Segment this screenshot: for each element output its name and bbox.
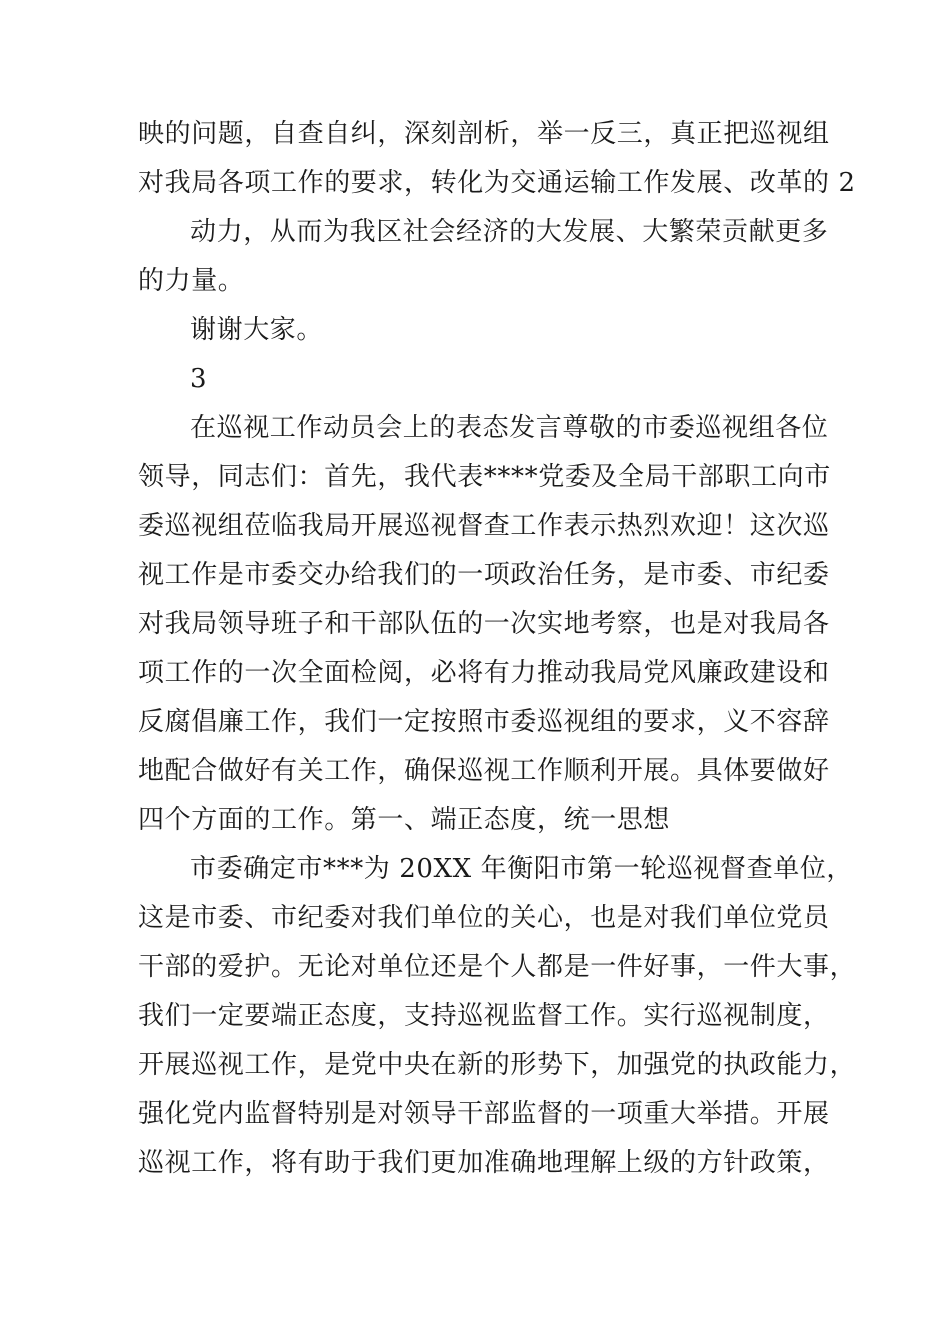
text-line-19: 我们一定要端正态度，支持巡视监督工作。实行巡视制度， [138,1001,830,1031]
text-line-2: 对我局各项工作的要求，转化为交通运输工作发展、改革的 2 [138,168,856,198]
document-page [138,110,857,1188]
text-line-21: 强化党内监督特别是对领导干部监督的一项重大举措。开展 [138,1099,830,1129]
text-line-3: 动力，从而为我区社会经济的大发展、大繁荣贡献更多 [190,217,829,247]
text-line-17: 这是市委、市纪委对我们单位的关心，也是对我们单位党员 [138,903,830,933]
text-line-14: 地配合做好有关工作，确保巡视工作顺利开展。具体要做好 [138,756,830,786]
text-line-16: 市委确定市***为 20XX 年衡阳市第一轮巡视督查单位， [190,854,854,884]
text-line-20: 开展巡视工作，是党中央在新的形势下，加强党的执政能力， [138,1050,857,1080]
text-line-11: 对我局领导班子和干部队伍的一次实地考察，也是对我局各 [138,609,830,639]
text-line-7: 在巡视工作动员会上的表态发言尊敬的市委巡视组各位 [190,413,829,443]
text-line-18: 干部的爱护。无论对单位还是个人都是一件好事，一件大事， [138,952,857,982]
text-line-8: 领导，同志们：首先，我代表****党委及全局干部职工向市 [138,462,831,492]
text-line-12: 项工作的一次全面检阅，必将有力推动我局党风廉政建设和 [138,658,830,688]
text-line-10: 视工作是市委交办给我们的一项政治任务，是市委、市纪委 [138,560,830,590]
text-line-15: 四个方面的工作。第一、端正态度，统一思想 [138,805,671,835]
page-number-marker: 3 [190,364,208,394]
text-line-22: 巡视工作，将有助于我们更加准确地理解上级的方针政策， [138,1148,830,1178]
text-line-1: 映的问题，自查自纠，深刻剖析，举一反三，真正把巡视组 [138,119,830,149]
text-line-4: 的力量。 [138,266,245,296]
text-line-13: 反腐倡廉工作，我们一定按照市委巡视组的要求，义不容辞 [138,707,830,737]
text-line-5: 谢谢大家。 [190,315,324,345]
text-line-9: 委巡视组莅临我局开展巡视督查工作表示热烈欢迎！这次巡 [138,511,830,541]
